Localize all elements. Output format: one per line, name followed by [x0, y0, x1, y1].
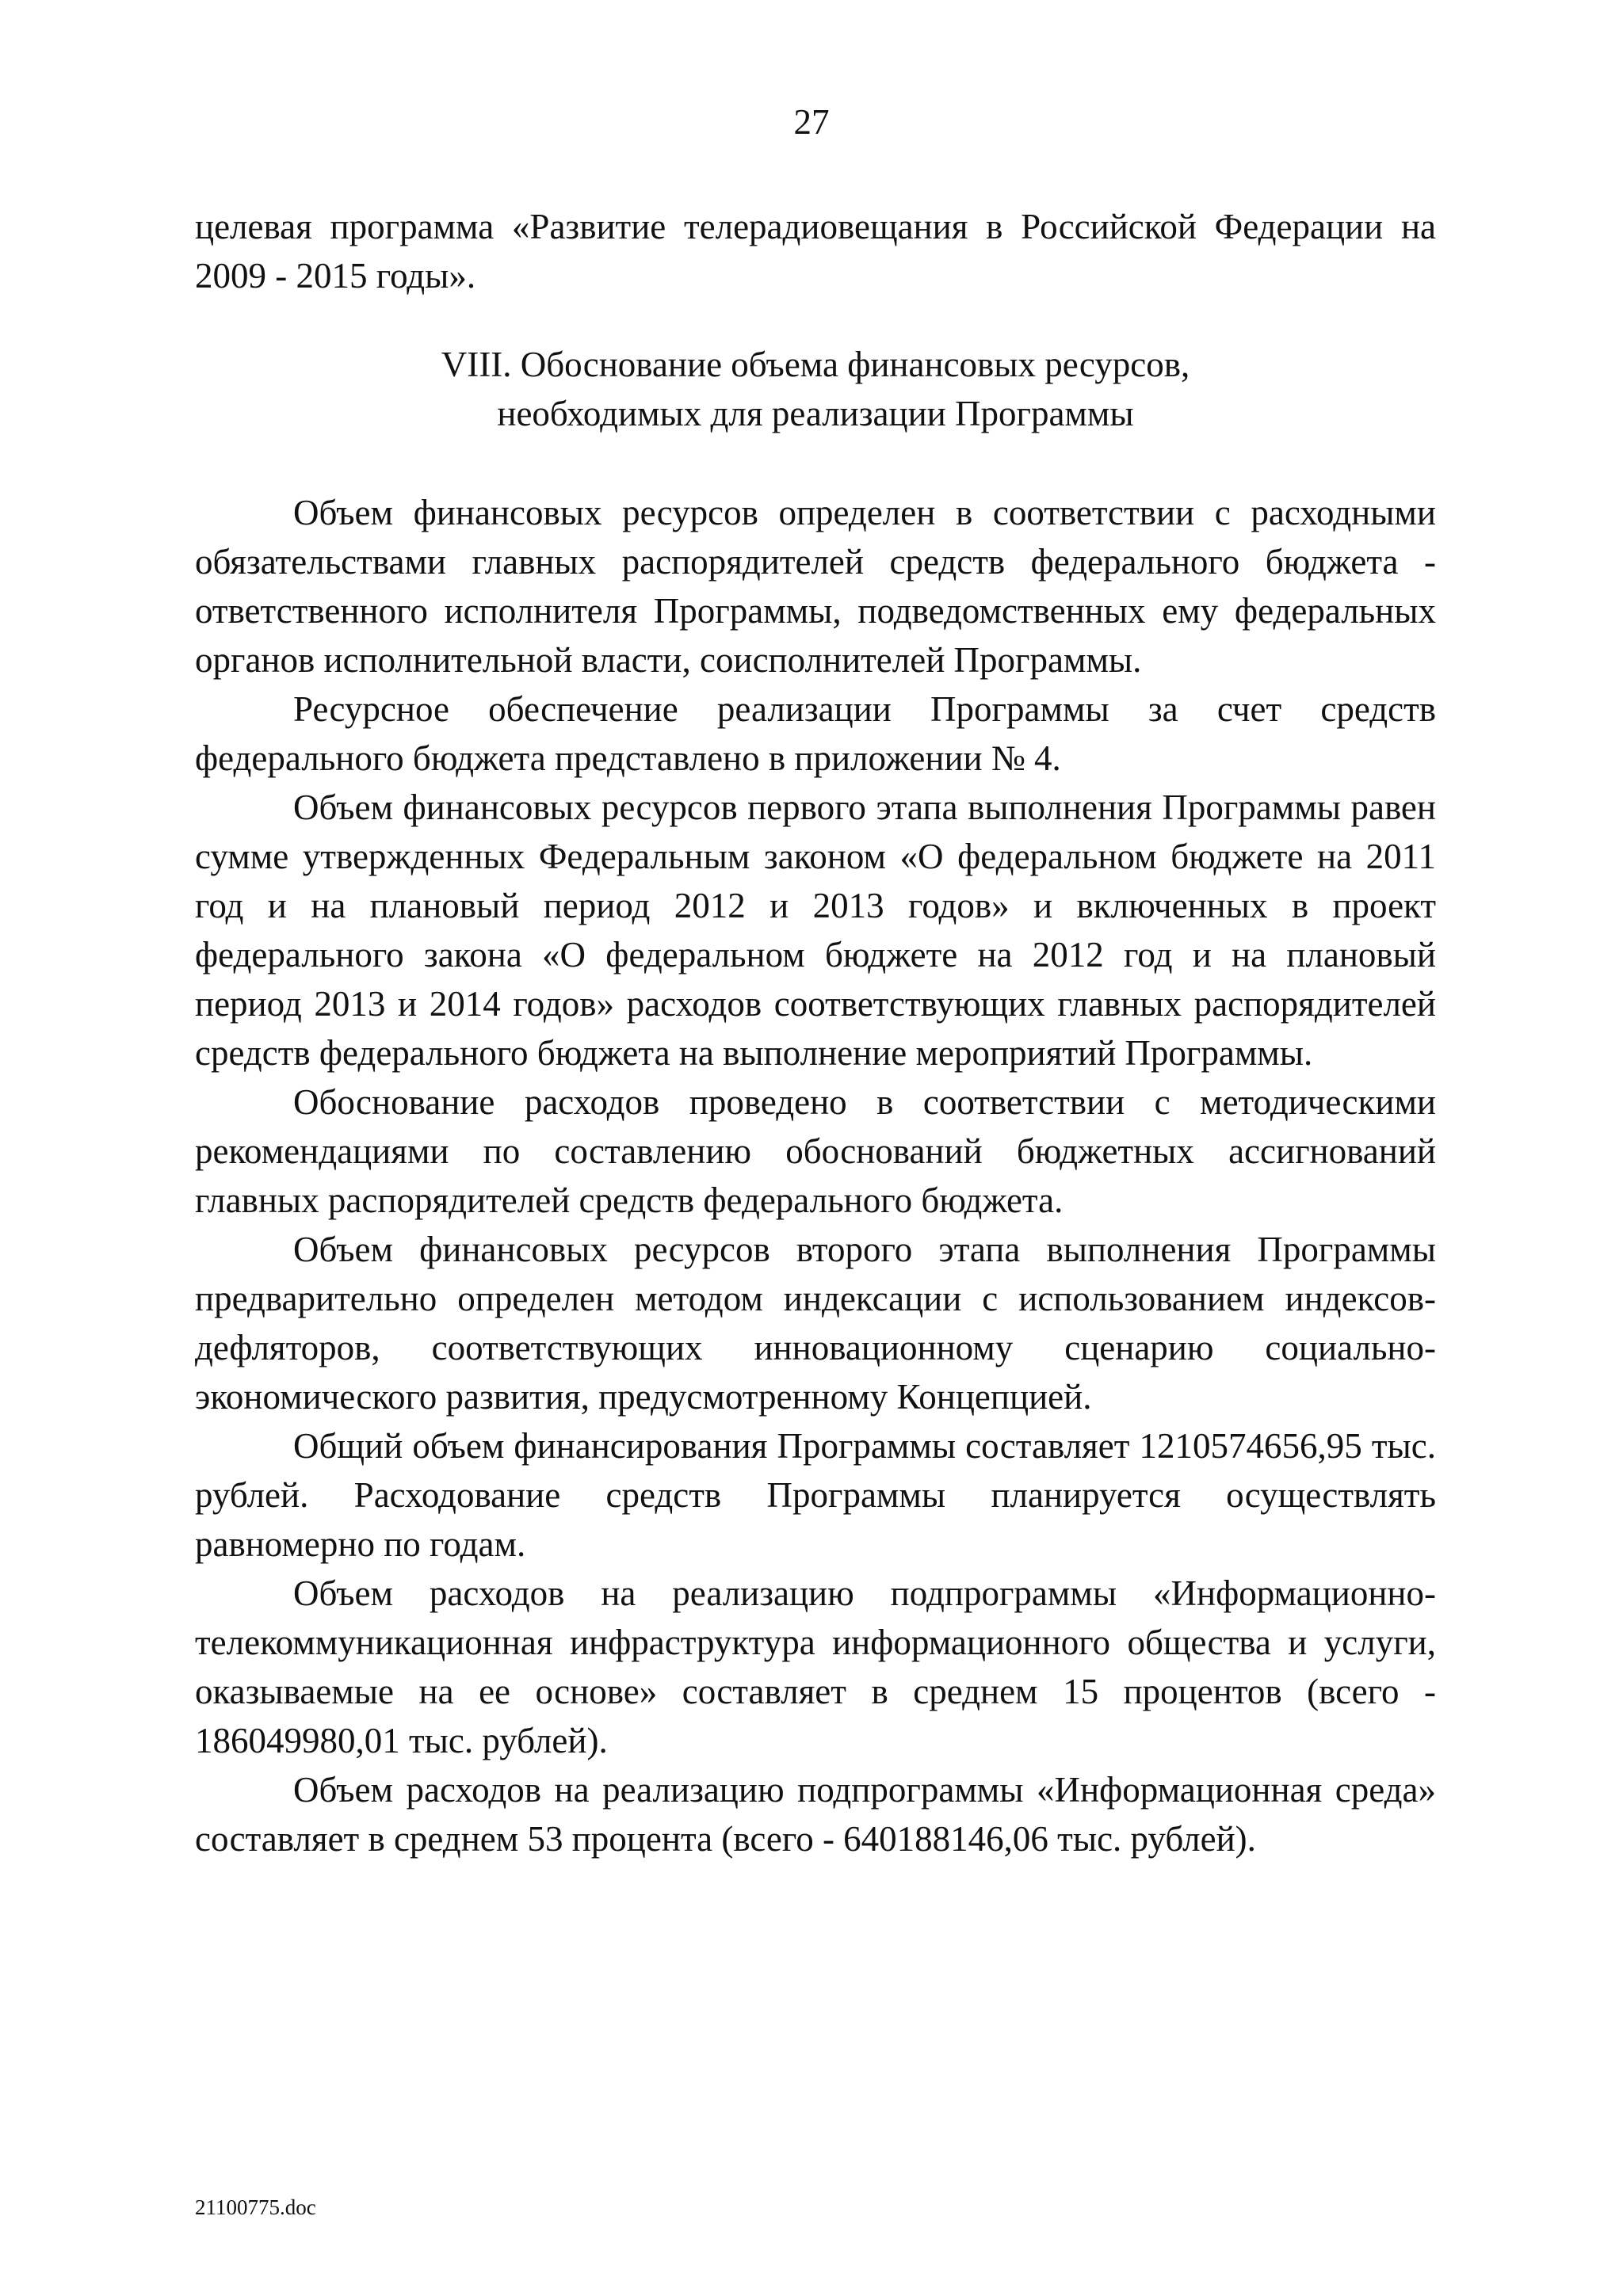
paragraph-3: Объем финансовых ресурсов первого этапа выполнения Программы равен сумме утвержденных Федеральным законом «О федеральном бюджете на 2011 год и на плановый период 2012 и 2013 годов» и включенных в проект федерального закона «О федеральном бюджете на 2012 год и на плановый период 2013 и 2014 годов» расходов соответствующих главных распорядителей средств федерального бюджета на выполнение мероприятий Программы.	[195, 788, 1436, 1073]
file-name-footer: 21100775.doc	[195, 2195, 316, 2219]
paragraph-4: Обоснование расходов проведено в соответствии с методическими рекомендациями по составлению обоснований бюджетных ассигнований главных распорядителей средств федерального бюджета.	[195, 1082, 1436, 1220]
body-text	[195, 488, 1436, 1863]
paragraph-8: Объем расходов на реализацию подпрограммы «Информационная среда» составляет в среднем 53 процента (всего - 640188146,06 тыс. рублей).	[195, 1770, 1436, 1859]
paragraph-7: Объем расходов на реализацию подпрограммы «Информационно-телекоммуникационная инфраструктура информационного общества и услуги, оказываемые на ее основе» составляет в среднем 15 процентов (всего - 186049980,01 тыс. рублей).	[195, 1573, 1436, 1760]
intro-paragraph: целевая программа «Развитие телерадиовещания в Российской Федерации на 2009 - 2015 годы».	[195, 207, 1436, 296]
section-heading-line-2: необходимых для реализации Программы	[497, 394, 1134, 433]
paragraph-2: Ресурсное обеспечение реализации Программы за счет средств федерального бюджета представлено в приложении № 4.	[195, 689, 1436, 778]
section-heading-line-1: VIII. Обоснование объема финансовых ресурсов,	[441, 345, 1190, 384]
section-heading	[195, 340, 1436, 438]
paragraph-1: Объем финансовых ресурсов определен в соответствии с расходными обязательствами главных распорядителей средств федерального бюджета - ответственного исполнителя Программы, подведомственных ему федеральных органов исполнительной власти, соисполнителей Программы.	[195, 493, 1436, 680]
page-number: 27	[793, 102, 830, 142]
paragraph-5: Объем финансовых ресурсов второго этапа выполнения Программы предварительно определен методом индексации с использованием индексов-дефляторов, соответствующих инновационному сценарию социально-экономического развития, предусмотренному Концепцией.	[195, 1230, 1436, 1417]
paragraph-6: Общий объем финансирования Программы составляет 1210574656,95 тыс. рублей. Расходование средств Программы планируется осуществлять равномерно по годам.	[195, 1426, 1436, 1564]
